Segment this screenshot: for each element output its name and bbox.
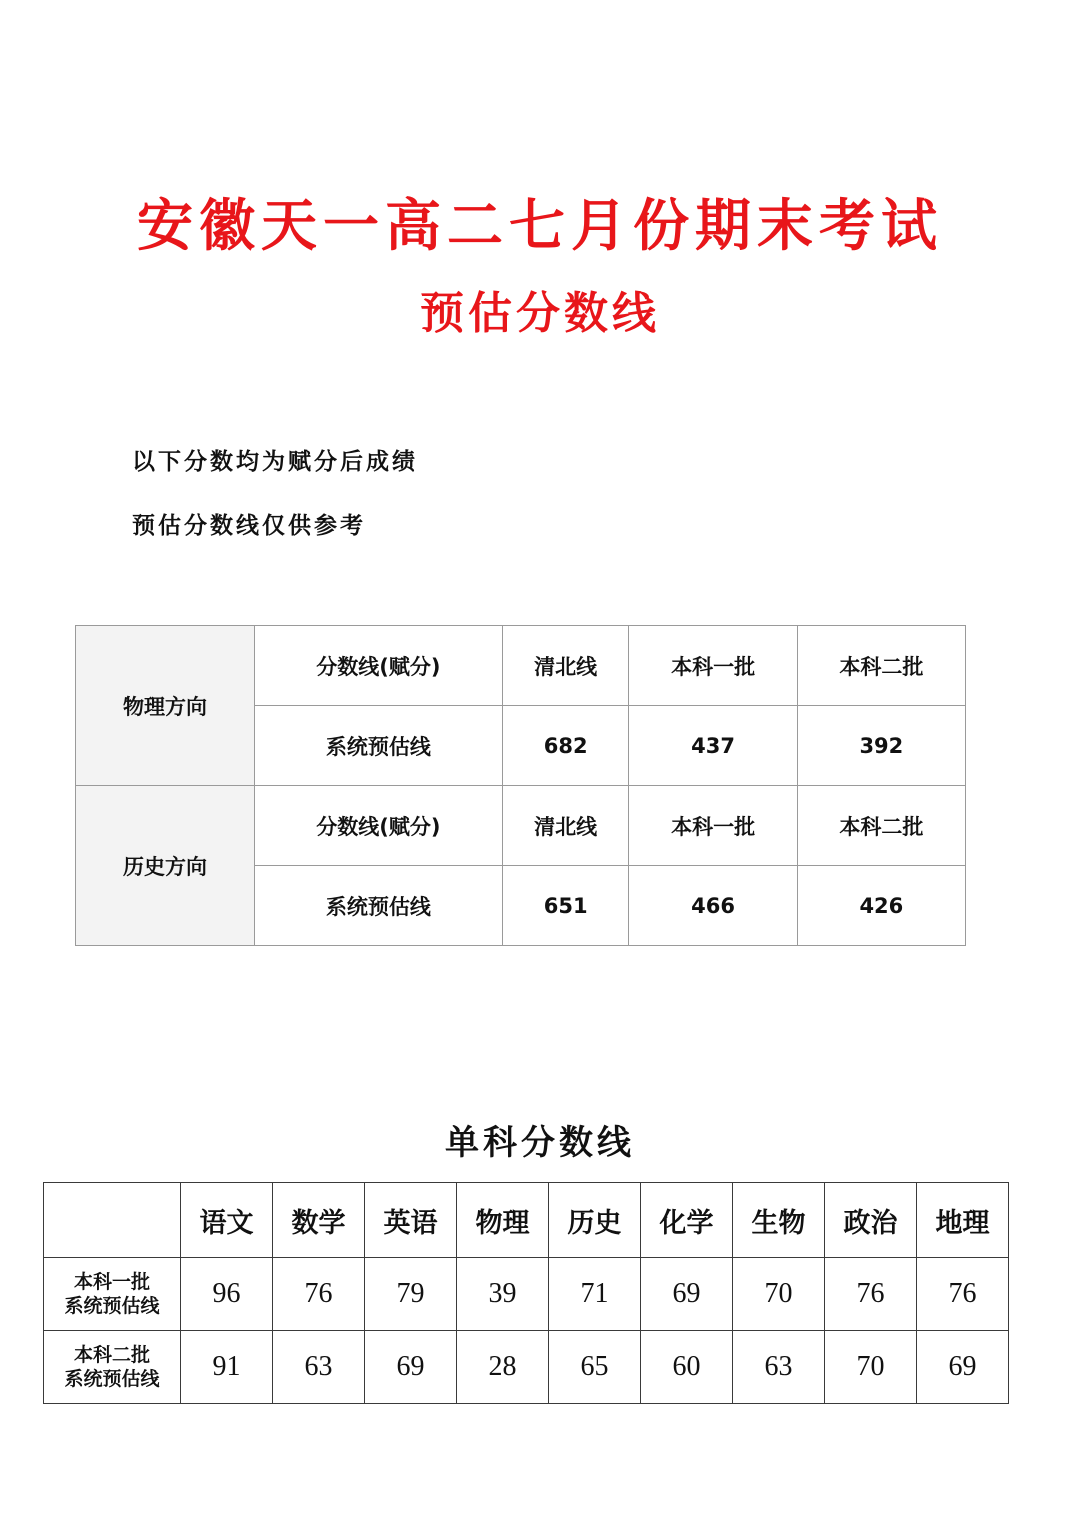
score-cell: 69 (641, 1258, 733, 1331)
subject-header: 历史 (549, 1183, 641, 1258)
score-cell: 71 (549, 1258, 641, 1331)
subject-section-title: 单科分数线 (445, 1123, 635, 1163)
table-cell: 系统预估线 (255, 866, 503, 946)
score-cell: 76 (825, 1258, 917, 1331)
score-cell: 65 (549, 1331, 641, 1404)
table-cell: 分数线(赋分) (255, 786, 503, 866)
score-cell: 76 (273, 1258, 365, 1331)
score-cell: 28 (457, 1331, 549, 1404)
score-cell: 39 (457, 1258, 549, 1331)
row-label-line: 系统预估线 (64, 1368, 160, 1390)
score-cell: 79 (365, 1258, 457, 1331)
physics-direction-label: 物理方向 (76, 626, 255, 786)
history-direction-label: 历史方向 (76, 786, 255, 946)
table-cell: 清北线 (502, 786, 629, 866)
table-cell: 本科一批 (629, 786, 797, 866)
table-cell: 系统预估线 (255, 706, 503, 786)
table-cell: 392 (797, 706, 965, 786)
subject-header: 数学 (273, 1183, 365, 1258)
subject-header: 语文 (181, 1183, 273, 1258)
page-title: 安徽天一高二七月份期末考试 (137, 193, 943, 259)
tier1-row-label (44, 1258, 181, 1331)
score-cell: 91 (181, 1331, 273, 1404)
note-reference: 预估分数线仅供参考 (132, 512, 366, 539)
row-label-line: 系统预估线 (64, 1295, 160, 1317)
score-cell: 63 (733, 1331, 825, 1404)
score-cell: 60 (641, 1331, 733, 1404)
table-cell: 清北线 (502, 626, 629, 706)
physics-header-row (76, 626, 966, 706)
subject-header: 化学 (641, 1183, 733, 1258)
subject-header: 英语 (365, 1183, 457, 1258)
table-cell: 本科二批 (797, 786, 965, 866)
subject-header: 生物 (733, 1183, 825, 1258)
corner-cell (44, 1183, 181, 1258)
row-label-line: 本科二批 (73, 1344, 150, 1366)
table-cell: 本科二批 (797, 626, 965, 706)
subject-header: 地理 (917, 1183, 1009, 1258)
score-cell: 69 (365, 1331, 457, 1404)
note-scoring: 以下分数均为赋分后成绩 (132, 448, 418, 475)
tier2-row (44, 1331, 1009, 1404)
score-cell: 69 (917, 1331, 1009, 1404)
score-cell: 63 (273, 1331, 365, 1404)
direction-score-table (75, 625, 966, 946)
score-cell: 76 (917, 1258, 1009, 1331)
row-label-line: 本科一批 (73, 1271, 150, 1293)
tier2-row-label (44, 1331, 181, 1404)
table-cell: 分数线(赋分) (255, 626, 503, 706)
table-cell: 426 (797, 866, 965, 946)
page-subtitle: 预估分数线 (420, 288, 660, 339)
subject-score-table (43, 1182, 1009, 1404)
tier1-row (44, 1258, 1009, 1331)
subject-header: 政治 (825, 1183, 917, 1258)
table-cell: 437 (629, 706, 797, 786)
history-header-row (76, 786, 966, 866)
table-cell: 466 (629, 866, 797, 946)
score-cell: 70 (733, 1258, 825, 1331)
table-cell: 本科一批 (629, 626, 797, 706)
table-cell: 682 (502, 706, 629, 786)
subject-header: 物理 (457, 1183, 549, 1258)
subject-header-row (44, 1183, 1009, 1258)
score-cell: 96 (181, 1258, 273, 1331)
score-cell: 70 (825, 1331, 917, 1404)
table-cell: 651 (502, 866, 629, 946)
